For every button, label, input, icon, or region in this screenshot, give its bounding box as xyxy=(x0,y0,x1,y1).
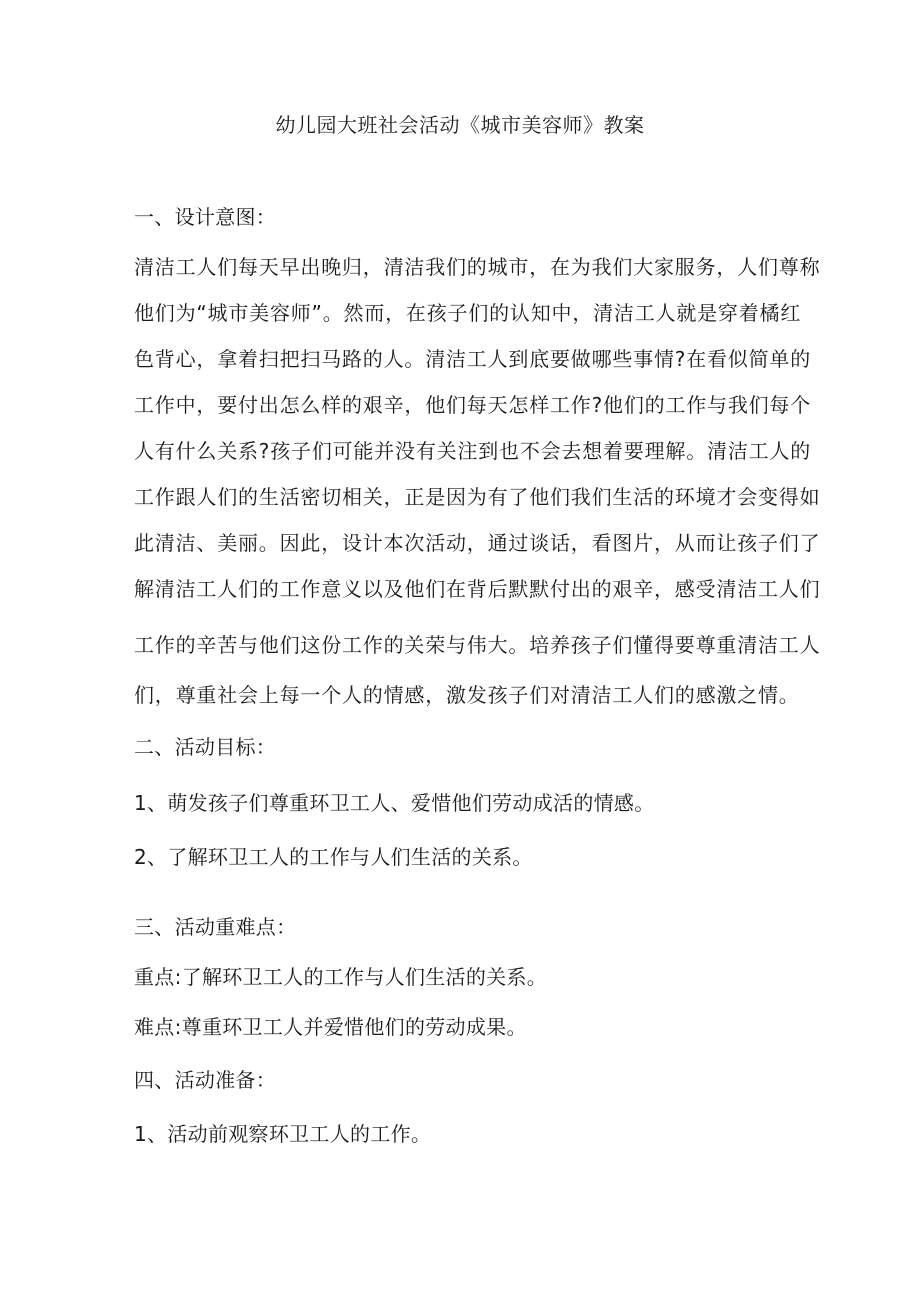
paragraph-line: 人有什么关系?孩子们可能并没有关注到也不会去想着要理解。清洁工人的 xyxy=(134,439,812,463)
paragraph-line: 此清洁、美丽。因此，设计本次活动，通过谈话，看图片，从而让孩子们了 xyxy=(134,531,821,555)
document-title: 幼儿园大班社会活动《城市美容师》教案 xyxy=(275,113,645,137)
section-heading-design-intent: 一、设计意图： xyxy=(134,205,277,229)
section-heading-preparation: 四、活动准备： xyxy=(134,1068,277,1092)
section-heading-key-difficult: 三、活动重难点： xyxy=(134,915,297,939)
key-point: 重点:了解环卫工人的工作与人们生活的关系。 xyxy=(134,965,548,989)
difficult-point: 难点:尊重环卫工人并爱惜他们的劳动成果。 xyxy=(134,1015,527,1039)
paragraph-line: 色背心，拿着扫把扫马路的人。清洁工人到底要做哪些事情?在看似简单的 xyxy=(134,347,812,371)
paragraph-line: 工作的辛苦与他们这份工作的关荣与伟大。培养孩子们懂得要尊重清洁工人 xyxy=(134,633,821,657)
paragraph-line: 工作中，要付出怎么样的艰辛，他们每天怎样工作?他们的工作与我们每个 xyxy=(134,393,812,417)
paragraph-line: 们，尊重社会上每一个人的情感，激发孩子们对清洁工人们的感激之情。 xyxy=(134,683,800,707)
paragraph-line: 清洁工人们每天早出晚归，清洁我们的城市，在为我们大家服务，人们尊称 xyxy=(134,255,821,279)
preparation-item-1: 1、活动前观察环卫工人的工作。 xyxy=(134,1122,432,1146)
paragraph-line: 解清洁工人们的工作意义以及他们在背后默默付出的艰辛，感受清洁工人们 xyxy=(134,577,821,601)
paragraph-line: 他们为“城市美容师”。然而，在孩子们的认知中，清洁工人就是穿着橘红 xyxy=(134,301,802,325)
section-heading-activity-goals: 二、活动目标： xyxy=(134,735,277,759)
paragraph-line: 工作跟人们的生活密切相关，正是因为有了他们我们生活的环境才会变得如 xyxy=(134,485,821,509)
goal-item-2: 2、了解环卫工人的工作与人们生活的关系。 xyxy=(134,845,533,869)
goal-item-1: 1、萌发孩子们尊重环卫工人、爱惜他们劳动成活的情感。 xyxy=(134,791,655,815)
